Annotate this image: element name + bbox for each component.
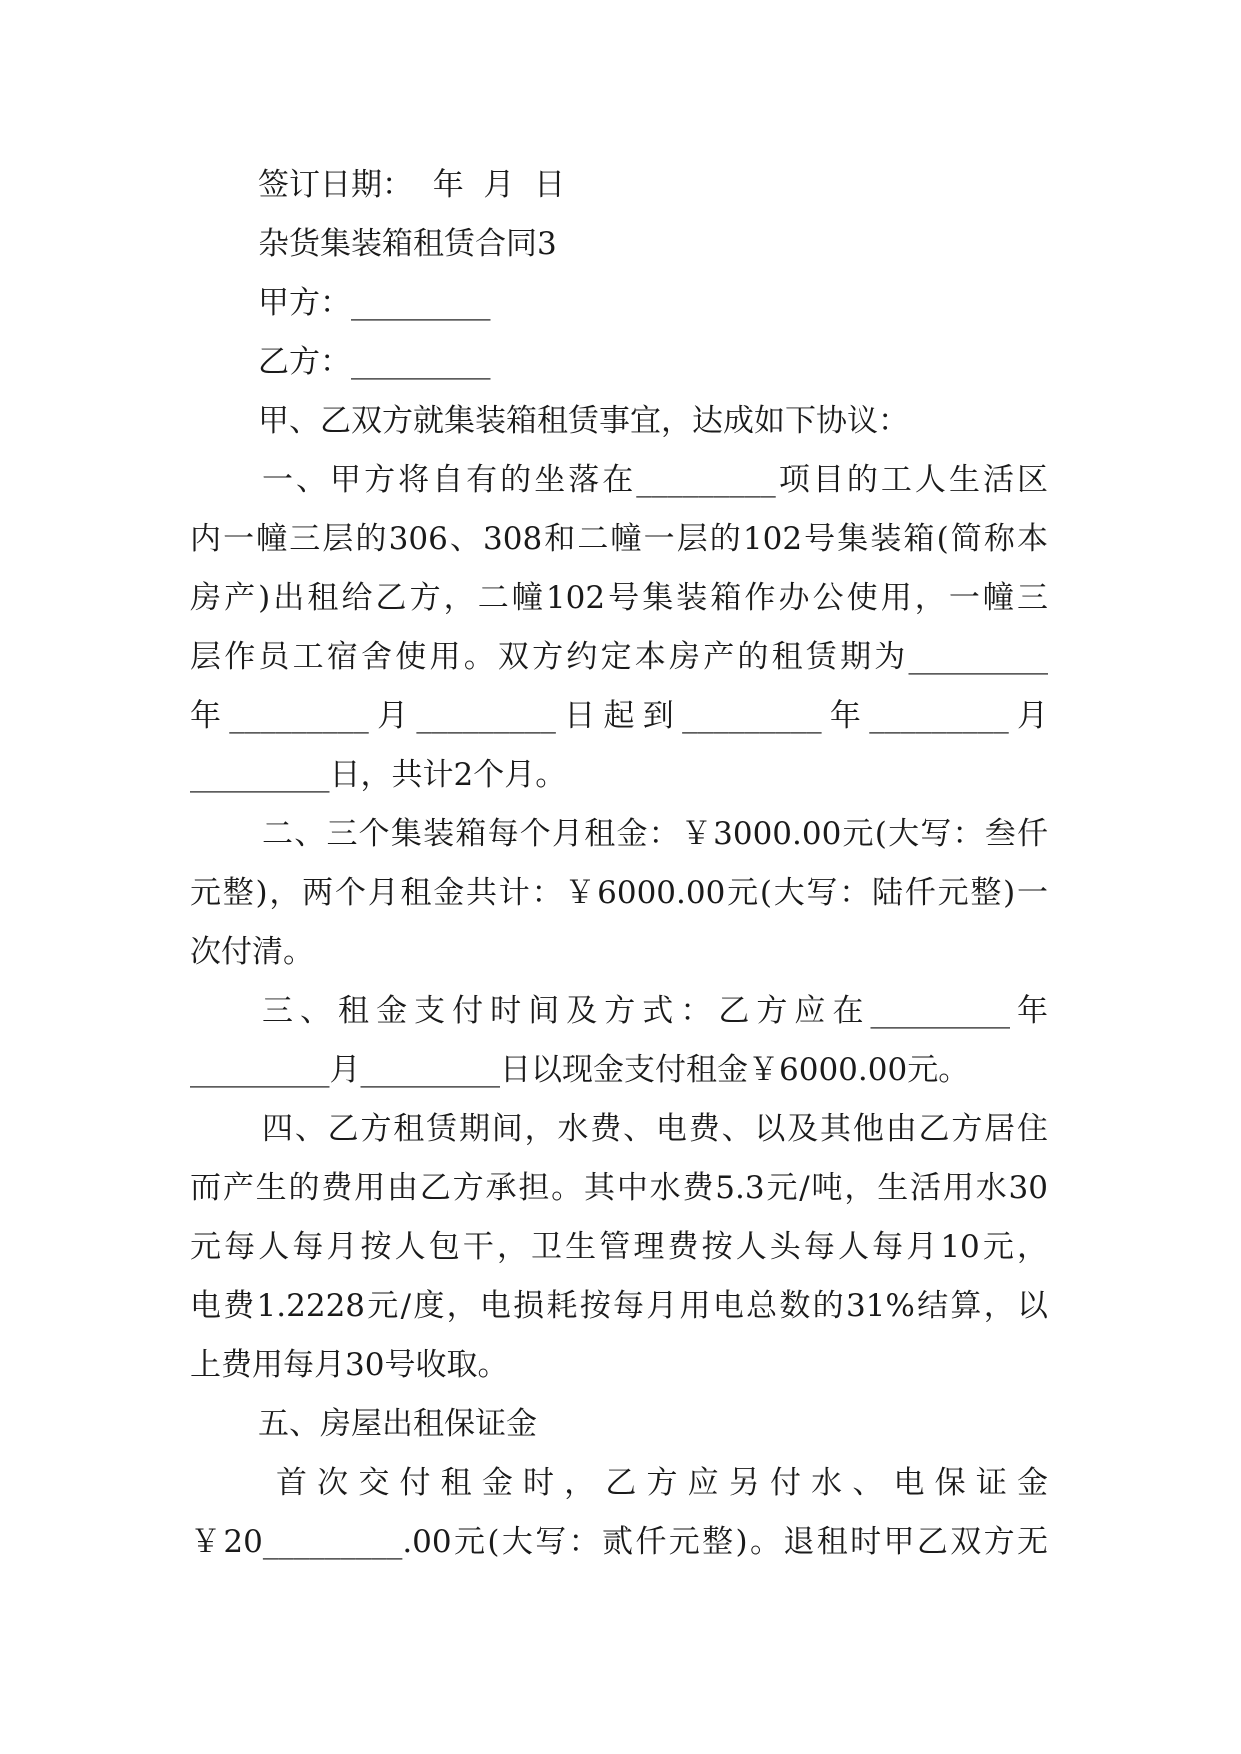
party-a-line: 甲方：_________ — [258, 285, 491, 321]
clause-5-line-2: ￥20_________.00元(大写：贰仟元整)。退租时甲乙双方无 — [190, 1524, 1048, 1560]
agreement-intro: 甲、乙双方就集装箱租赁事宜，达成如下协议： — [258, 403, 909, 439]
clause-2-line-3: 次付清。 — [190, 934, 314, 970]
signing-date-line: 签订日期： 年 月 日 — [258, 167, 566, 203]
clause-4-line-3: 元每人每月按人包干，卫生管理费按人头每人每月10元， — [190, 1229, 1048, 1265]
clause-4-line-1: 四、乙方租赁期间，水费、电费、以及其他由乙方居住 — [262, 1111, 1048, 1147]
clause-1-line-4: 层作员工宿舍使用。双方约定本房产的租赁期为_________ — [190, 639, 1048, 675]
party-b-line: 乙方：_________ — [258, 344, 491, 380]
contract-title: 杂货集装箱租赁合同3 — [258, 226, 557, 262]
clause-1-line-1: 一、甲方将自有的坐落在_________项目的工人生活区 — [262, 462, 1048, 498]
clause-3-line-2: _________月_________日以现金支付租金￥6000.00元。 — [190, 1052, 970, 1088]
clause-3-line-1: 三、租金支付时间及方式：乙方应在_________年 — [262, 993, 1048, 1029]
clause-2-line-2: 元整)，两个月租金共计：￥6000.00元(大写：陆仟元整)一 — [190, 875, 1048, 911]
clause-4-line-2: 而产生的费用由乙方承担。其中水费5.3元/吨，生活用水30 — [190, 1170, 1048, 1206]
clause-1-line-6: _________日，共计2个月。 — [190, 757, 567, 793]
clause-5-heading: 五、房屋出租保证金 — [258, 1406, 537, 1442]
clause-1-line-3: 房产)出租给乙方，二幢102号集装箱作办公使用，一幢三 — [190, 580, 1048, 616]
clause-4-line-5: 上费用每月30号收取。 — [190, 1347, 509, 1383]
clause-5-line-1: 首次交付租金时，乙方应另付水、电保证金 — [276, 1465, 1048, 1501]
clause-1-line-2: 内一幢三层的306、308和二幢一层的102号集装箱(简称本 — [190, 521, 1048, 557]
clause-4-line-4: 电费1.2228元/度，电损耗按每月用电总数的31%结算，以 — [190, 1288, 1048, 1324]
clause-1-line-5: 年_________月_________日起到_________年_________月 — [190, 698, 1048, 734]
clause-2-line-1: 二、三个集装箱每个月租金：￥3000.00元(大写：叁仟 — [262, 816, 1048, 852]
